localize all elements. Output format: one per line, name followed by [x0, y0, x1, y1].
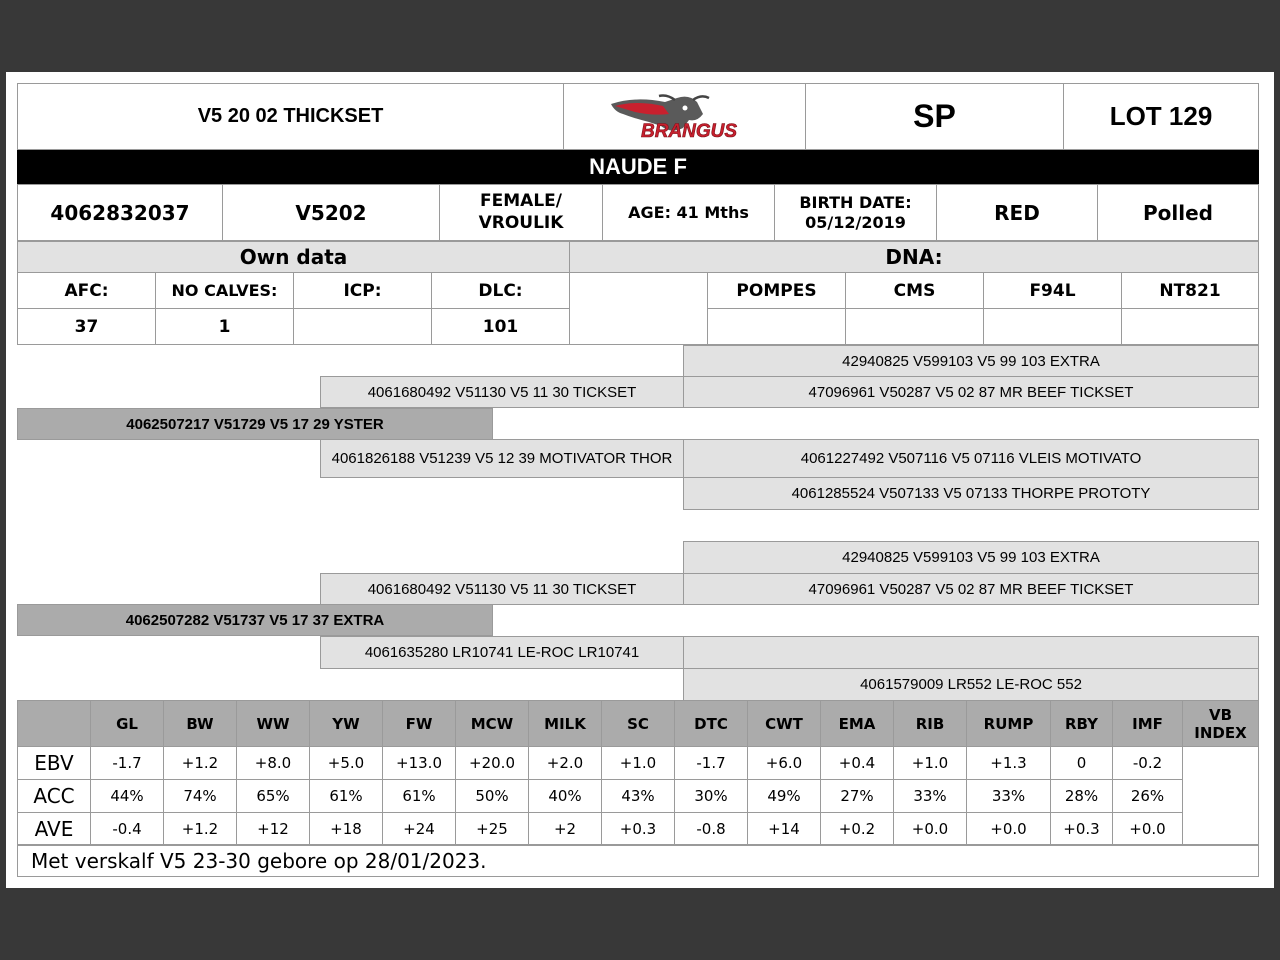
- ebv-cell: 30%: [675, 780, 748, 813]
- coat-color: RED: [936, 184, 1098, 241]
- dna-blank-cell: [569, 272, 708, 345]
- pedigree-sire-dam-dam: 4061285524 V507133 V5 07133 THORPE PROTOTY: [683, 477, 1259, 510]
- birth-date: [774, 184, 937, 241]
- pedigree-sire-sire: 4061680492 V51130 V5 11 30 TICKSET: [320, 376, 684, 408]
- ebv-cell: -1.7: [91, 747, 164, 780]
- ebv-column-header: FW: [383, 701, 456, 747]
- ebv-column-header: RBY: [1051, 701, 1113, 747]
- ebv-cell: -0.2: [1113, 747, 1183, 780]
- ebv-cell: +1.0: [894, 747, 967, 780]
- ebv-cell: +2.0: [529, 747, 602, 780]
- ebv-cell: +0.4: [821, 747, 894, 780]
- ebv-row-label: AVE: [18, 813, 91, 846]
- pedigree-sire-sire-dam: 47096961 V50287 V5 02 87 MR BEEF TICKSET: [683, 376, 1259, 408]
- ebv-cell: +5.0: [310, 747, 383, 780]
- own-data-header: NO CALVES:: [155, 272, 294, 309]
- birth-date-value: 05/12/2019: [805, 212, 906, 232]
- registration-number: 4062832037: [17, 184, 223, 241]
- vb-index-value: [1183, 747, 1259, 846]
- ebv-cell: 33%: [894, 780, 967, 813]
- ebv-row: [18, 747, 1259, 780]
- vb-index-header: [1183, 701, 1259, 747]
- ebv-column-header: RUMP: [967, 701, 1051, 747]
- ebv-column-header: BW: [164, 701, 237, 747]
- birth-date-label: BIRTH DATE:: [799, 192, 912, 212]
- brangus-logo: [563, 83, 806, 150]
- ebv-cell: +13.0: [383, 747, 456, 780]
- ebv-column-header: SC: [602, 701, 675, 747]
- ebv-corner-cell: [18, 701, 91, 747]
- ebv-header-row: [18, 701, 1259, 747]
- pedigree-dam-sire-dam: 47096961 V50287 V5 02 87 MR BEEF TICKSET: [683, 573, 1259, 605]
- dna-value: [845, 308, 984, 345]
- ebv-cell: 61%: [310, 780, 383, 813]
- own-data-value: 101: [431, 308, 570, 345]
- dna-value: [1121, 308, 1259, 345]
- own-data-header: DLC:: [431, 272, 570, 309]
- ebv-cell: +0.3: [1051, 813, 1113, 846]
- ebv-column-header: WW: [237, 701, 310, 747]
- ebv-column-header: IMF: [1113, 701, 1183, 747]
- pedigree-dam-sire: 4061680492 V51130 V5 11 30 TICKSET: [320, 573, 684, 605]
- sex-line-2: VROULIK: [478, 212, 564, 233]
- sp-label: SP: [805, 83, 1064, 150]
- ebv-row-label: EBV: [18, 747, 91, 780]
- ebv-cell: 65%: [237, 780, 310, 813]
- own-data-title: Own data: [17, 241, 570, 273]
- ebv-cell: 40%: [529, 780, 602, 813]
- own-data-value: 1: [155, 308, 294, 345]
- ebv-cell: +1.3: [967, 747, 1051, 780]
- ebv-cell: 26%: [1113, 780, 1183, 813]
- ebv-cell: +8.0: [237, 747, 310, 780]
- ebv-cell: +0.3: [602, 813, 675, 846]
- ebv-row: [18, 813, 1259, 846]
- ebv-column-header: MILK: [529, 701, 602, 747]
- ebv-cell: +25: [456, 813, 529, 846]
- bull-head-icon: [605, 92, 765, 142]
- ebv-cell: +1.2: [164, 747, 237, 780]
- dna-value: [983, 308, 1122, 345]
- own-data-header: ICP:: [293, 272, 432, 309]
- dna-header: F94L: [983, 272, 1122, 309]
- ebv-cell: -0.4: [91, 813, 164, 846]
- pedigree-sire-dam-sire: 4061227492 V507116 V5 07116 VLEIS MOTIVATO: [683, 439, 1259, 478]
- dna-value: [707, 308, 846, 345]
- ebv-cell: 0: [1051, 747, 1113, 780]
- ebv-cell: +6.0: [748, 747, 821, 780]
- pedigree-dam-sire-sire: 42940825 V599103 V5 99 103 EXTRA: [683, 541, 1259, 574]
- footnote: Met verskalf V5 23-30 gebore op 28/01/2023.: [17, 844, 1259, 877]
- dna-header: POMPES: [707, 272, 846, 309]
- ebv-column-header: CWT: [748, 701, 821, 747]
- ebv-cell: +0.0: [967, 813, 1051, 846]
- ebv-cell: +18: [310, 813, 383, 846]
- lot-number: LOT 129: [1063, 83, 1259, 150]
- ident-code: V5202: [222, 184, 440, 241]
- logo-text: BRANGUS: [640, 120, 737, 142]
- ebv-row: [18, 780, 1259, 813]
- ebv-cell: 50%: [456, 780, 529, 813]
- ebv-cell: 74%: [164, 780, 237, 813]
- ebv-cell: +0.0: [1113, 813, 1183, 846]
- pedigree-sire-sire-sire: 42940825 V599103 V5 99 103 EXTRA: [683, 345, 1259, 377]
- ebv-cell: -1.7: [675, 747, 748, 780]
- ebv-cell: 44%: [91, 780, 164, 813]
- sex: [439, 184, 603, 241]
- ebv-column-header: DTC: [675, 701, 748, 747]
- pedigree-dam: 4062507282 V51737 V5 17 37 EXTRA: [17, 604, 493, 636]
- ebv-cell: 43%: [602, 780, 675, 813]
- ebv-cell: +1.0: [602, 747, 675, 780]
- pedigree-dam-dam: 4061635280 LR10741 LE-ROC LR10741: [320, 636, 684, 669]
- pedigree-sire: 4062507217 V51729 V5 17 29 YSTER: [17, 408, 493, 440]
- dna-header: NT821: [1121, 272, 1259, 309]
- ebv-column-header: MCW: [456, 701, 529, 747]
- ebv-cell: 27%: [821, 780, 894, 813]
- ebv-cell: +1.2: [164, 813, 237, 846]
- age: AGE: 41 Mths: [602, 184, 775, 241]
- animal-name: V5 20 02 THICKSET: [17, 83, 564, 150]
- ebv-cell: 28%: [1051, 780, 1113, 813]
- ebv-cell: 49%: [748, 780, 821, 813]
- dna-title: DNA:: [569, 241, 1259, 273]
- ebv-column-header: GL: [91, 701, 164, 747]
- ebv-cell: +2: [529, 813, 602, 846]
- pedigree-dam-dam-dam: 4061579009 LR552 LE-ROC 552: [683, 668, 1259, 701]
- pedigree-sire-dam: 4061826188 V51239 V5 12 39 MOTIVATOR THOR: [320, 439, 684, 478]
- own-data-value: 37: [17, 308, 156, 345]
- ebv-cell: 33%: [967, 780, 1051, 813]
- vb-index-line-1: VB: [1208, 705, 1233, 724]
- sex-line-1: FEMALE/: [480, 191, 562, 212]
- ebv-cell: +12: [237, 813, 310, 846]
- ebv-table: [17, 700, 1259, 846]
- ebv-cell: +20.0: [456, 747, 529, 780]
- ebv-column-header: RIB: [894, 701, 967, 747]
- ebv-cell: +0.2: [821, 813, 894, 846]
- ebv-column-header: YW: [310, 701, 383, 747]
- vb-index-line-2: INDEX: [1194, 723, 1247, 742]
- ebv-cell: +24: [383, 813, 456, 846]
- ebv-cell: +0.0: [894, 813, 967, 846]
- horn-status: Polled: [1097, 184, 1259, 241]
- ebv-column-header: EMA: [821, 701, 894, 747]
- pedigree-dam-dam-sire: [683, 636, 1259, 669]
- breeder-name: NAUDE F: [17, 150, 1259, 184]
- own-data-header: AFC:: [17, 272, 156, 309]
- dna-header: CMS: [845, 272, 984, 309]
- own-data-value: [293, 308, 432, 345]
- ebv-cell: -0.8: [675, 813, 748, 846]
- ebv-row-label: ACC: [18, 780, 91, 813]
- ebv-cell: 61%: [383, 780, 456, 813]
- ebv-cell: +14: [748, 813, 821, 846]
